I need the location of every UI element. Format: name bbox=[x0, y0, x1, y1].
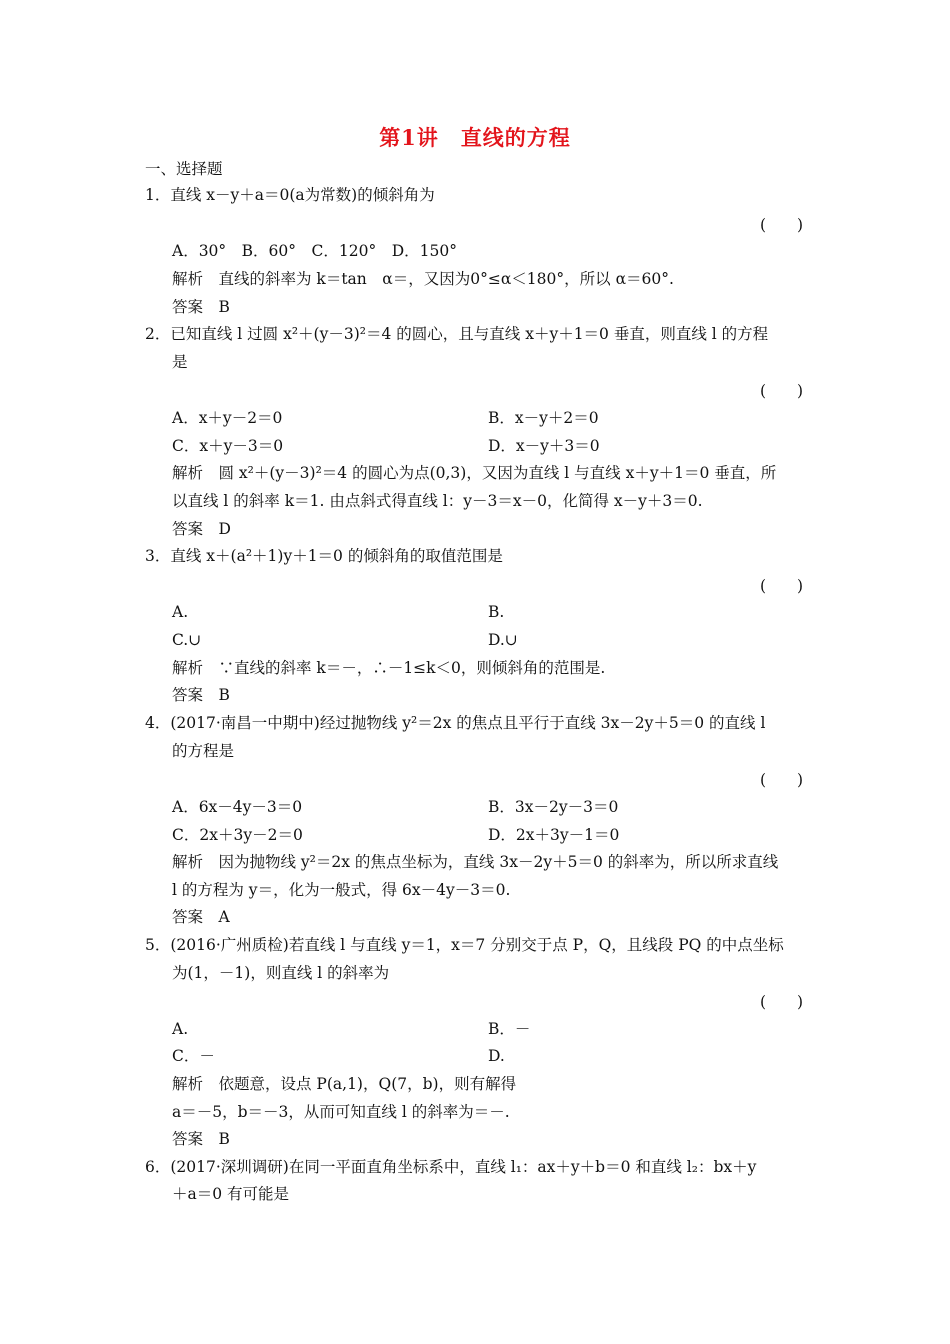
question-1-analysis: 解析 直线的斜率为 k＝tan α＝，又因为0°≤α＜180°，所以 α＝60°. bbox=[172, 270, 674, 288]
section-heading: 一、选择题 bbox=[145, 160, 223, 178]
question-2-analysis-line2: 以直线 l 的斜率 k＝1. 由点斜式得直线 l：y－3＝x－0，化简得 x－y＋3＝0. bbox=[172, 492, 703, 510]
question-6-stem-line1: 6．(2017·深圳调研)在同一平面直角坐标系中，直线 l₁：ax＋y＋b＝0 和直线 l₂：bx＋y bbox=[145, 1158, 757, 1176]
question-4-answer: 答案 A bbox=[172, 908, 230, 926]
question-4-option-b: B．3x－2y－3＝0 bbox=[488, 798, 619, 816]
question-5-stem-line2: 为(1，－1)，则直线 l 的斜率为 bbox=[172, 964, 390, 982]
question-4-stem-line1: 4．(2017·南昌一中期中)经过抛物线 y²＝2x 的焦点且平行于直线 3x－2y＋5＝0 的直线 l bbox=[145, 714, 766, 732]
question-2-stem-line2: 是 bbox=[172, 353, 188, 371]
question-3-answer: 答案 B bbox=[172, 686, 230, 704]
question-4-analysis-line2: l 的方程为 y＝，化为一般式，得 6x－4y－3＝0. bbox=[172, 881, 511, 899]
question-4-stem-line2: 的方程是 bbox=[172, 742, 235, 760]
question-2-option-d: D．x－y＋3＝0 bbox=[488, 437, 600, 455]
question-1-answer: 答案 B bbox=[172, 298, 230, 316]
question-5-option-b: B．－ bbox=[488, 1020, 531, 1038]
question-3-stem: 3．直线 x＋(a²＋1)y＋1＝0 的倾斜角的取值范围是 bbox=[145, 547, 503, 565]
question-4-analysis-line1: 解析 因为抛物线 y²＝2x 的焦点坐标为，直线 3x－2y＋5＝0 的斜率为，所以所求直线 bbox=[172, 853, 779, 871]
question-3-option-d: D.∪ bbox=[488, 631, 518, 649]
question-5-option-c: C．－ bbox=[172, 1047, 215, 1065]
question-2-analysis-line1: 解析 圆 x²＋(y－3)²＝4 的圆心为点(0,3)，又因为直线 l 与直线 x＋y＋1＝0 垂直，所 bbox=[172, 464, 777, 482]
page-title: 第1讲 直线的方程 bbox=[379, 125, 571, 150]
question-5-answer: 答案 B bbox=[172, 1130, 230, 1148]
question-4-answer-blank: ( ) bbox=[760, 771, 804, 789]
question-5-option-a: A. bbox=[172, 1020, 189, 1038]
question-5-option-d: D. bbox=[488, 1047, 505, 1065]
question-5-analysis-line1: 解析 依题意，设点 P(a,1)，Q(7，b)，则有解得 bbox=[172, 1075, 517, 1093]
question-3-option-a: A. bbox=[172, 603, 189, 621]
question-1-answer-blank: ( ) bbox=[760, 216, 804, 234]
question-2-stem-line1: 2．已知直线 l 过圆 x²＋(y－3)²＝4 的圆心，且与直线 x＋y＋1＝0 垂直，则直线 l 的方程 bbox=[145, 325, 769, 343]
question-4-option-c: C．2x＋3y－2＝0 bbox=[172, 826, 303, 844]
question-4-option-a: A．6x－4y－3＝0 bbox=[172, 798, 303, 816]
question-4-option-d: D．2x＋3y－1＝0 bbox=[488, 826, 620, 844]
question-3-option-b: B. bbox=[488, 603, 505, 621]
question-2-option-a: A．x＋y－2＝0 bbox=[172, 409, 283, 427]
question-3-option-c: C.∪ bbox=[172, 631, 202, 649]
question-5-stem-line1: 5．(2016·广州质检)若直线 l 与直线 y＝1，x＝7 分别交于点 P，Q，且线段 PQ 的中点坐标 bbox=[145, 936, 784, 954]
question-1-options: A．30° B．60° C．120° D．150° bbox=[172, 242, 457, 260]
question-1-stem: 1．直线 x－y＋a＝0(a为常数)的倾斜角为 bbox=[145, 186, 435, 204]
question-5-answer-blank: ( ) bbox=[760, 993, 804, 1011]
question-2-answer: 答案 D bbox=[172, 520, 231, 538]
question-2-answer-blank: ( ) bbox=[760, 382, 804, 400]
question-3-analysis: 解析 ∵直线的斜率 k＝－，∴－1≤k＜0，则倾斜角的范围是. bbox=[172, 659, 606, 677]
question-2-option-c: C．x＋y－3＝0 bbox=[172, 437, 284, 455]
question-3-answer-blank: ( ) bbox=[760, 577, 804, 595]
question-2-option-b: B．x－y＋2＝0 bbox=[488, 409, 599, 427]
question-5-analysis-line2: a＝－5，b＝－3，从而可知直线 l 的斜率为＝－. bbox=[172, 1103, 510, 1121]
question-6-stem-line2: ＋a＝0 有可能是 bbox=[172, 1185, 290, 1203]
